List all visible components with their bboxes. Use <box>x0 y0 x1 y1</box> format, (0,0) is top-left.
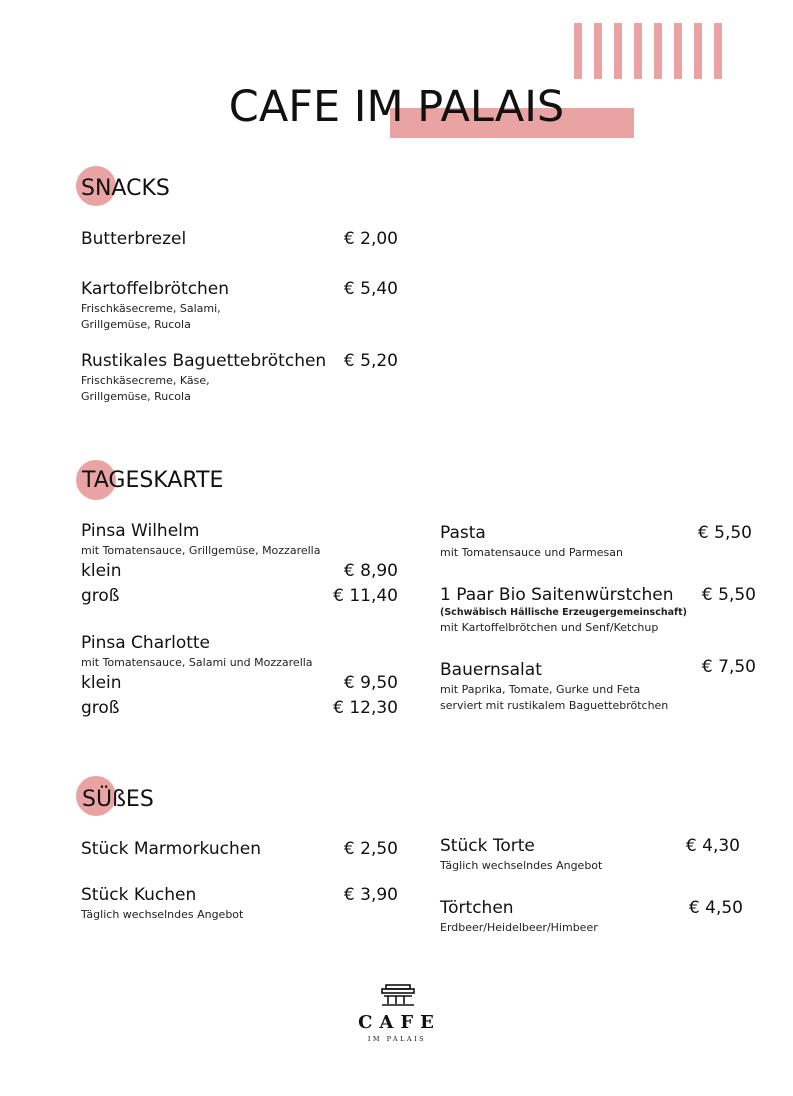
section-heading-snacks: SNACKS <box>81 176 170 201</box>
menu-item-name: Butterbrezel <box>81 229 187 249</box>
cafe-logo <box>346 984 446 1048</box>
menu-item-name: Stück Marmorkuchen <box>81 839 262 859</box>
size-label: groß <box>81 586 120 606</box>
size-label: groß <box>81 698 120 718</box>
menu-item-name: Pinsa Charlotte <box>81 633 211 653</box>
menu-item-description: mit Tomatensauce, Salami und Mozzarella <box>81 656 313 669</box>
section-heading-tageskarte: TAGESKARTE <box>82 468 224 493</box>
section-heading-suesses: SÜßES <box>82 787 154 812</box>
stripe <box>714 23 722 79</box>
menu-item-price: € 5,50 <box>697 523 752 543</box>
menu-item-name: Stück Kuchen <box>81 885 197 905</box>
stripe <box>634 23 642 79</box>
menu-item-description: mit Tomatensauce, Grillgemüse, Mozzarella <box>81 544 321 557</box>
menu-item-description: mit Kartoffelbrötchen und Senf/Ketchup <box>440 621 659 634</box>
stripe <box>614 23 622 79</box>
logo-wordmark: CAFE <box>358 1012 441 1033</box>
decorative-stripes <box>574 23 724 79</box>
palace-icon <box>346 984 446 1010</box>
menu-item-price: € 8,90 <box>343 561 398 581</box>
menu-item-name: Rustikales Baguettebrötchen <box>81 351 327 371</box>
menu-item-description: Frischkäsecreme, Salami, <box>81 302 221 315</box>
menu-item-description: Grillgemüse, Rucola <box>81 318 191 331</box>
stripe <box>694 23 702 79</box>
menu-item-price: € 4,50 <box>688 898 743 918</box>
stripe <box>674 23 682 79</box>
menu-item-price: € 7,50 <box>701 657 756 677</box>
menu-item-price: € 4,30 <box>685 836 740 856</box>
menu-item-price: € 5,50 <box>701 585 756 605</box>
menu-item-price: € 5,40 <box>343 279 398 299</box>
menu-item-description: Erdbeer/Heidelbeer/Himbeer <box>440 921 598 934</box>
menu-item-description: mit Paprika, Tomate, Gurke und Feta <box>440 683 641 696</box>
size-label: klein <box>81 561 122 581</box>
stripe <box>594 23 602 79</box>
menu-item-price: € 12,30 <box>333 698 398 718</box>
menu-item-description: Grillgemüse, Rucola <box>81 390 191 403</box>
size-label: klein <box>81 673 122 693</box>
logo-subtitle: IM PALAIS <box>367 1035 427 1043</box>
page-title: CAFE IM PALAIS <box>228 82 565 132</box>
menu-item-name: Pasta <box>440 523 486 543</box>
menu-item-description: Täglich wechselndes Angebot <box>440 859 603 872</box>
menu-item-name: Stück Torte <box>440 836 535 856</box>
stripe <box>574 23 582 79</box>
menu-item-name: 1 Paar Bio Saitenwürstchen <box>440 585 674 605</box>
menu-item-price: € 3,90 <box>343 885 398 905</box>
menu-item-description: Frischkäsecreme, Käse, <box>81 374 210 387</box>
menu-item-price: € 2,00 <box>343 229 398 249</box>
menu-item-name: Kartoffelbrötchen <box>81 279 230 299</box>
menu-item-description: mit Tomatensauce und Parmesan <box>440 546 623 559</box>
menu-item-name: Törtchen <box>440 898 514 918</box>
menu-item-name: Pinsa Wilhelm <box>81 521 200 541</box>
menu-item-description: serviert mit rustikalem Baguettebrötchen <box>440 699 669 712</box>
menu-item-price: € 11,40 <box>333 586 398 606</box>
stripe <box>654 23 662 79</box>
menu-item-description: Täglich wechselndes Angebot <box>81 908 244 921</box>
menu-item-note: (Schwäbisch Hällische Erzeugergemeinschaft) <box>440 607 688 618</box>
menu-item-price: € 2,50 <box>343 839 398 859</box>
menu-item-name: Bauernsalat <box>440 660 542 680</box>
menu-item-price: € 9,50 <box>343 673 398 693</box>
menu-item-price: € 5,20 <box>343 351 398 371</box>
